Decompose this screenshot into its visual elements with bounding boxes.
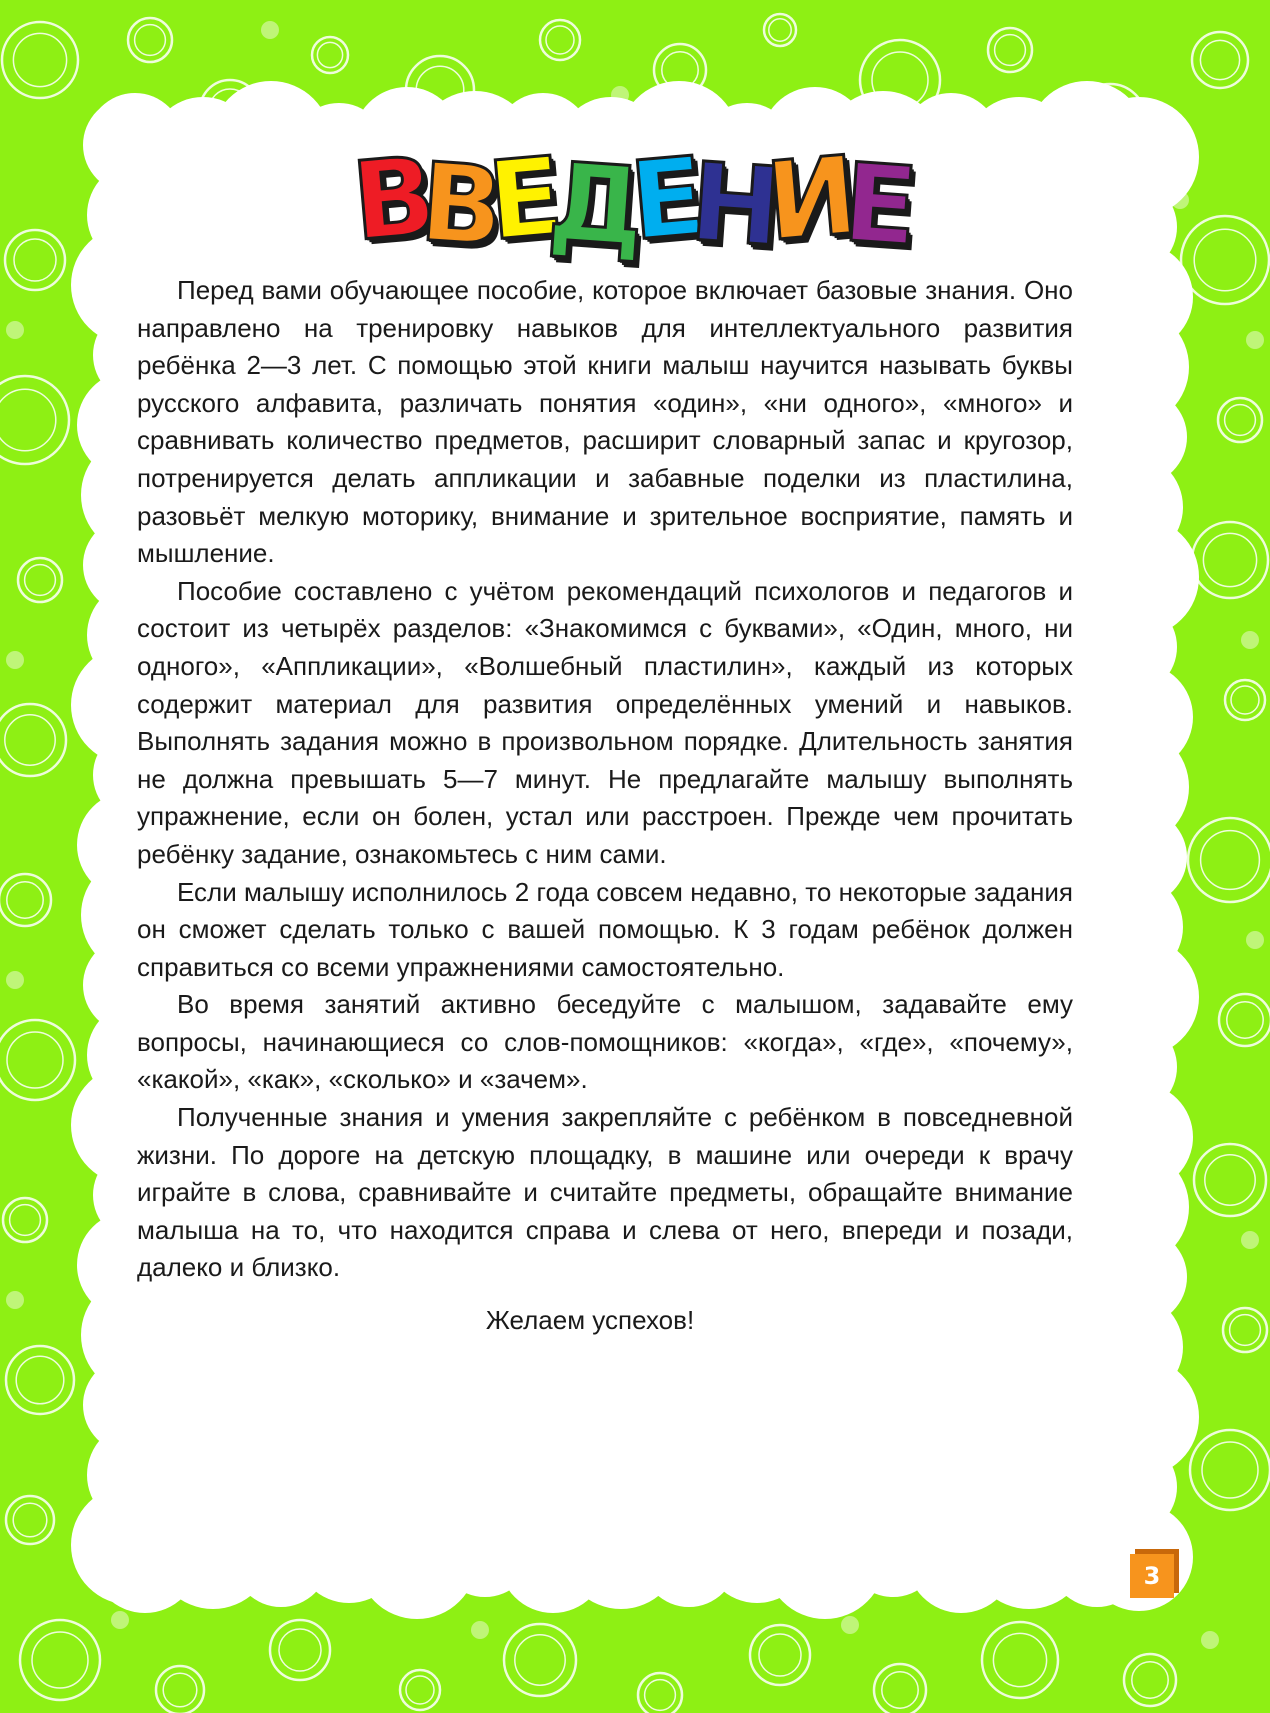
title-letter: В [416,140,508,271]
intro-text [137,272,1073,1340]
title-letter: Е [483,134,569,265]
paragraph: Во время занятий активно беседуйте с малышом, задавайте ему вопросы, начинающиеся со слов-помощников: «когда», «где», «почему», «какой», «как», «сколько» и «зачем». [137,989,1073,1095]
paragraph: Пособие составлено с учётом рекомендаций психологов и педагогов и состоит из четырёх разделов: «Знакомимся с буквами», «Один, много, ни одного», «Аппликации», «Волшебный пластилин», каждый из которых содержит материал для развития определённых умений и навыков. Выполнять задания можно в произвольном порядке. Длительность занятия не должна превышать 5—7 минут. Не предлагайте малышу выполнять упражнение, если он болен, устал или расстроен. Прежде чем прочитать ребёнку задание, ознакомьтесь с ним сами. [137,575,1073,869]
paragraph: Если малышу исполнилось 2 года совсем недавно, то некоторые задания он сможет сделать только с вашей помощью. К 3 годам ребёнок должен справиться со всеми упражнениями самостоятельно. [137,876,1073,982]
title-letter: Д [544,139,649,272]
page-title [0,133,1270,272]
title-letter: И [761,133,863,266]
paragraph: Полученные знания и умения закрепляйте с ребёнком в повседневной жизни. По дороге на детскую площадку, в машине или очереди к врачу играйте в слова, сравнивайте и считайте предметы, обращайте внимание малыша на то, что находится справа и слева от него, впереди и позади, далеко и близко. [137,1102,1073,1283]
page-number: 3 [1130,1554,1174,1598]
title-letter: Н [686,139,786,271]
title-letter: Е [625,134,711,265]
paragraph: Перед вами обучающее пособие, которое включает базовые знания. Оно направлено на тренировку навыков для интеллектуального развития ребёнка 2—3 лет. С помощью этой книги малыш научится называть буквы русского алфавита, различать понятия «один», «ни одного», «много» и сравнивать количество предметов, расширит словарный запас и кругозор, потренируется делать аппликации и забавные поделки из пластилина, разовьёт мелкую моторику, внимание и зрительное восприятие, память и мышление. [137,275,1073,569]
closing-line: Желаем успехов! [485,1305,695,1336]
title-letter: В [347,133,441,266]
title-letter: Е [839,140,922,271]
